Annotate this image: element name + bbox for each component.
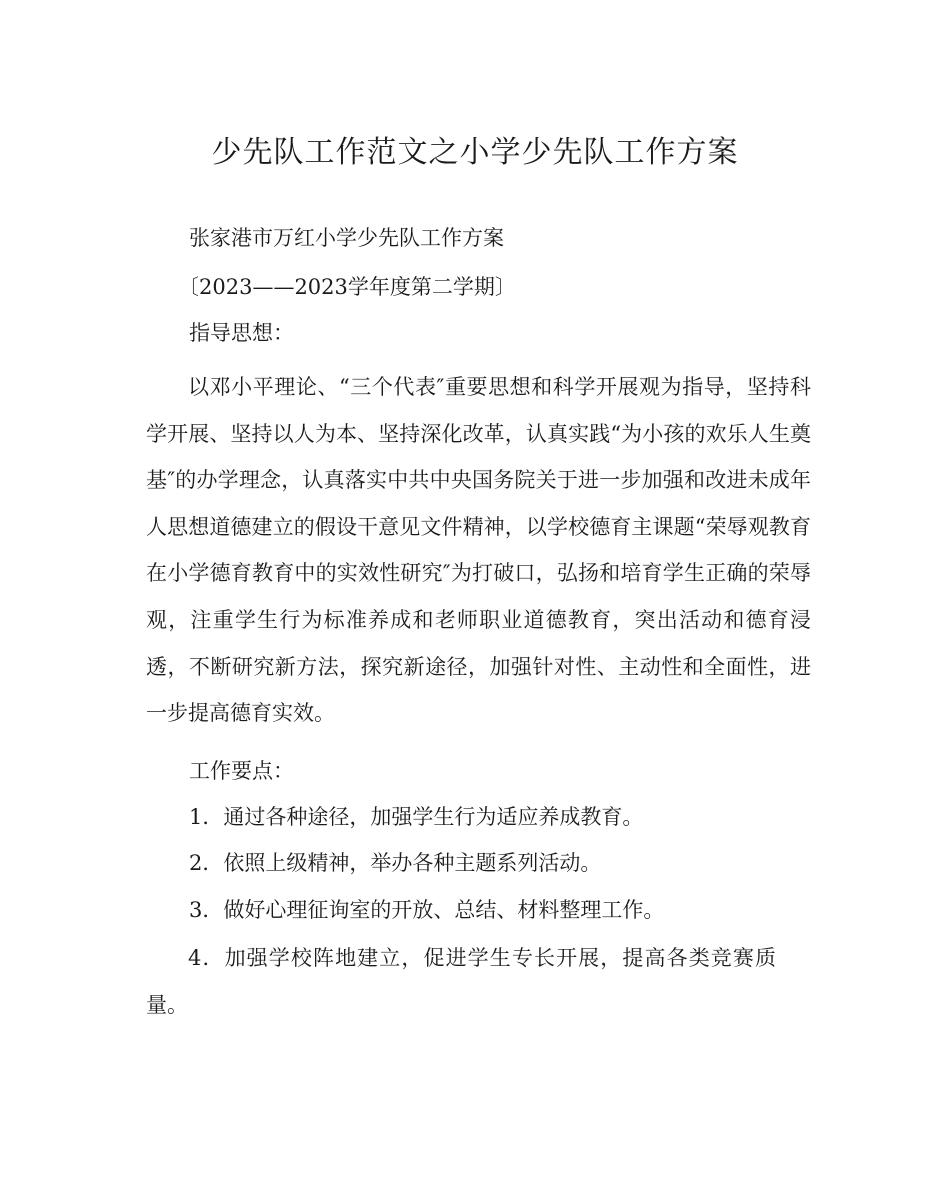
guiding-paragraph: 以邓小平理论、“三个代表″重要思想和科学开展观为指导，坚持科学开展、坚持以人为本、坚持深化改革，认真实践“为小孩的欢乐人生奠基″的办学理念，认真落实中共中央国务院关于进一步加强和改进未成年人思想道德建立的假设干意见文件精神，以学校德育主课题“荣辱观教育在小学德育教育中的实效性研究″为打破口，弘扬和培育学生正确的荣辱观，注重学生行为标准养成和老师职业道德教育，突出活动和德育浸透，不断研究新方法，探究新途径，加强针对性、主动性和全面性，进一步提高德育实效。 — [146, 375, 811, 726]
work-point-3: 3．做好心理征询室的开放、总结、材料整理工作。 — [189, 898, 665, 922]
work-point-1: 1．通过各种途径，加强学生行为适应养成教育。 — [189, 805, 644, 829]
term-label: 〔2023——2023学年度第二学期〕 — [178, 275, 516, 299]
guiding-heading: 指导思想： — [189, 321, 294, 345]
document-title: 少先队工作范文之小学少先队工作方案 — [211, 135, 739, 170]
work-point-4: 4．加强学校阵地建立，促进学生专长开展，提高各类竞赛质量。 — [146, 946, 776, 1017]
points-heading: 工作要点： — [189, 759, 294, 783]
work-point-2: 2．依照上级精神，举办各种主题系列活动。 — [189, 851, 602, 875]
school-heading: 张家港市万红小学少先队工作方案 — [189, 226, 504, 250]
